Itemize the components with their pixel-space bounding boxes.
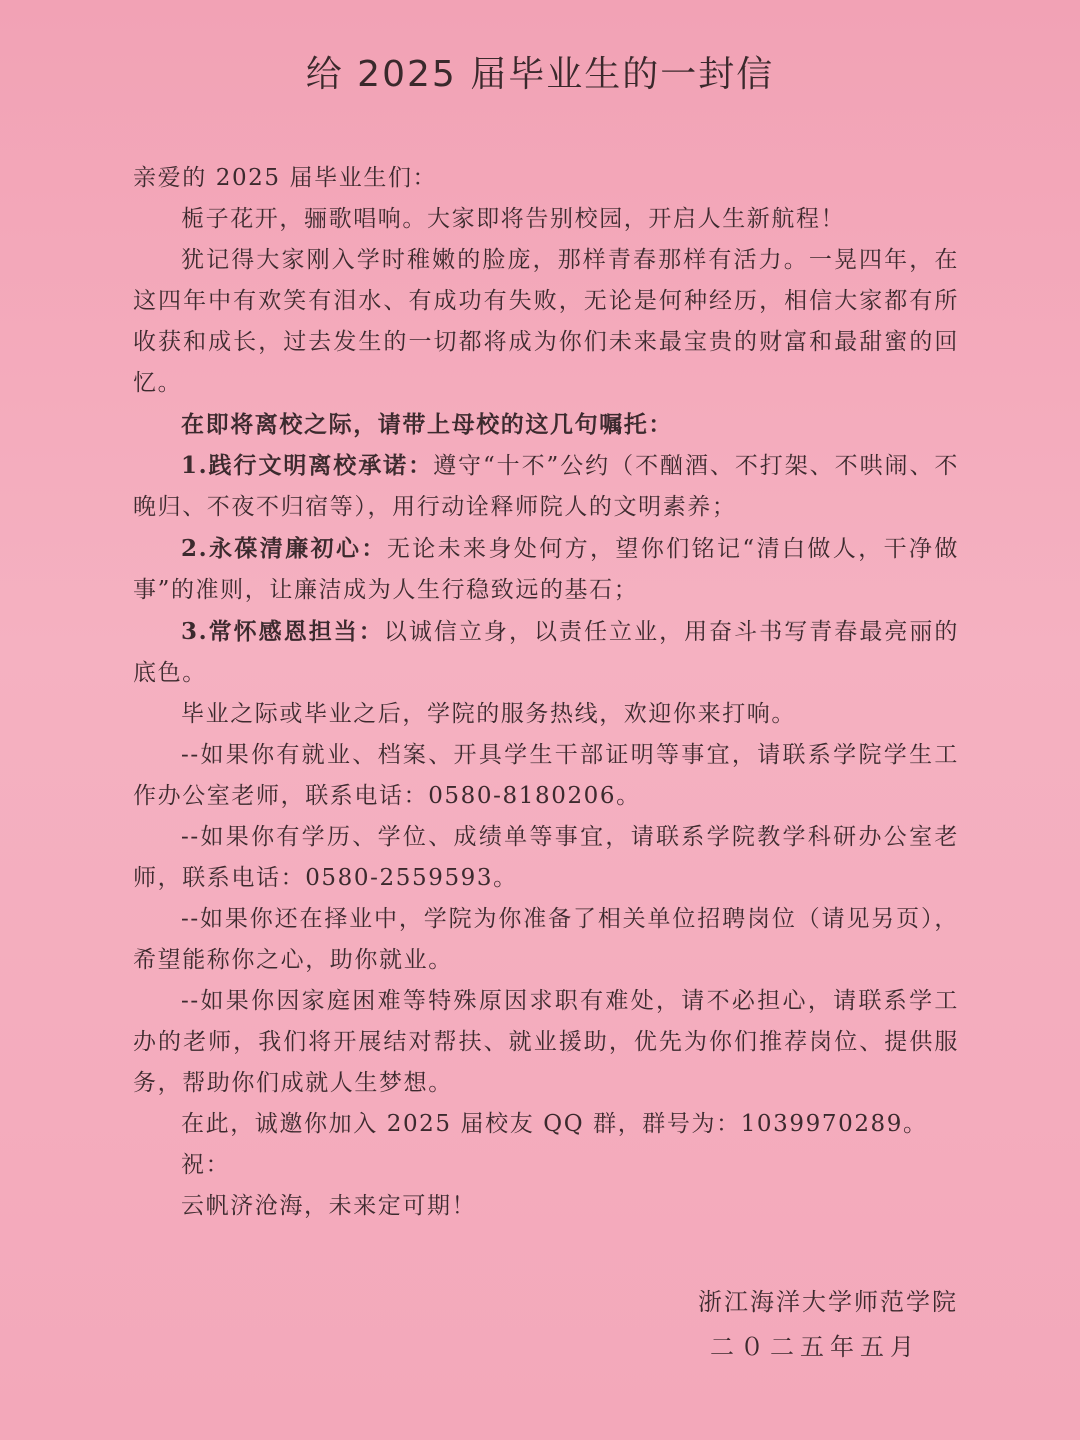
paragraph-memories: 犹记得大家刚入学时稚嫩的脸庞，那样青春那样有活力。一晃四年，在这四年中有欢笑有泪水、有成功有失败，无论是何种经历，相信大家都有所收获和成长，过去发生的一切都将成为你们未来最宝贵的财富和最甜蜜的回忆。	[133, 247, 959, 396]
paragraph-hotline-intro: 毕业之际或毕业之后，学院的服务热线，欢迎你来打响。	[181, 701, 796, 727]
signature-block	[698, 1280, 958, 1370]
paragraph-student-affairs: --如果你有就业、档案、开具学生干部证明等事宜，请联系学院学生工作办公室老师，联系电话：0580-8180206。	[133, 742, 959, 809]
closing-wish: 云帆济沧海，未来定可期！	[181, 1193, 477, 1219]
paragraph-job-postings: --如果你还在择业中，学院为你准备了相关单位招聘岗位（请见另页），希望能称你之心，助你就业。	[133, 906, 959, 973]
letter-title: 给 2025 届毕业生的一封信	[305, 54, 775, 95]
advice-item-2-text: 无论未来身处何方，望你们铭记“清白做人，干净做事”的准则，让廉洁成为人生行稳致远的基石；	[133, 536, 959, 603]
advice-item-1-text: 遵守“十不”公约（不酗酒、不打架、不哄闹、不晚归、不夜不归宿等），用行动诠释师院人的文明素养；	[133, 453, 959, 520]
advice-item-3-text: 以诚信立身，以责任立业，用奋斗书写青春最亮丽的底色。	[133, 619, 959, 686]
paragraph-academic-office: --如果你有学历、学位、成绩单等事宜，请联系学院教学科研办公室老师，联系电话：0580-2559593。	[133, 824, 959, 891]
paragraph-advice-intro: 在即将离校之际，请带上母校的这几句嘱托：	[181, 411, 673, 438]
signature-date: 二０二五年五月	[710, 1333, 920, 1361]
signature-org: 浙江海洋大学师范学院	[698, 1288, 958, 1316]
advice-item-3-heading: 3.常怀感恩担当：	[181, 618, 384, 645]
paragraph-assistance: --如果你因家庭困难等特殊原因求职有难处，请不必担心，请联系学工办的老师，我们将开展结对帮扶、就业援助，优先为你们推荐岗位、提供服务，帮助你们成就人生梦想。	[133, 988, 959, 1096]
advice-item-2	[133, 528, 959, 611]
letter-body	[133, 158, 959, 1227]
advice-item-2-heading: 2.永葆清廉初心：	[181, 535, 387, 562]
paragraph-opening: 栀子花开，骊歌唱响。大家即将告别校园，开启人生新航程！	[181, 206, 846, 232]
paragraph-qq-group: 在此，诚邀你加入 2025 届校友 QQ 群，群号为：1039970289。	[181, 1111, 928, 1137]
closing-wish-label: 祝：	[181, 1152, 231, 1178]
advice-item-1	[133, 445, 959, 528]
salutation: 亲爱的 2025 届毕业生们：	[133, 165, 438, 191]
advice-item-1-heading: 1.践行文明离校承诺：	[181, 452, 434, 479]
advice-item-3	[133, 611, 959, 694]
